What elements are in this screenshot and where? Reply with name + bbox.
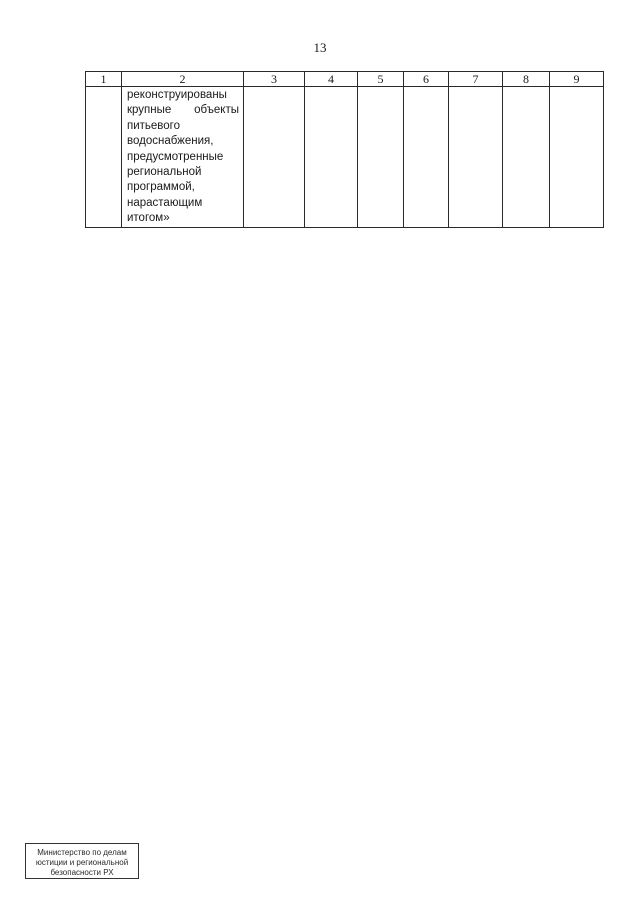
stamp-line-2: юстиции и региональной	[35, 858, 129, 867]
cell-col-6	[404, 87, 449, 228]
table-row	[86, 87, 604, 228]
cell-col-2	[122, 87, 244, 228]
header-col-8: 8	[503, 72, 550, 87]
data-table	[85, 71, 604, 228]
indicator-text: реконструированы крупные объекты питьевого водоснабжения, предусмотренные региональной программой, нарастающим итогом»	[127, 89, 239, 225]
cell-col-5	[358, 87, 404, 228]
cell-col-4	[305, 87, 358, 228]
cell-col-1	[86, 87, 122, 228]
cell-col-3	[244, 87, 305, 228]
page-number: 13	[313, 40, 327, 55]
header-col-3: 3	[244, 72, 305, 87]
header-col-4: 4	[305, 72, 358, 87]
header-col-5: 5	[358, 72, 404, 87]
stamp-line-1: Министерство по делам	[37, 848, 127, 857]
table-header-row	[86, 72, 604, 87]
ministry-stamp	[25, 843, 139, 879]
cell-col-7	[449, 87, 503, 228]
header-col-2: 2	[122, 72, 244, 87]
stamp-line-3: безопасности РХ	[50, 868, 114, 877]
header-col-7: 7	[449, 72, 503, 87]
cell-col-9	[550, 87, 604, 228]
header-col-6: 6	[404, 72, 449, 87]
cell-col-8	[503, 87, 550, 228]
header-col-9: 9	[550, 72, 604, 87]
header-col-1: 1	[86, 72, 122, 87]
